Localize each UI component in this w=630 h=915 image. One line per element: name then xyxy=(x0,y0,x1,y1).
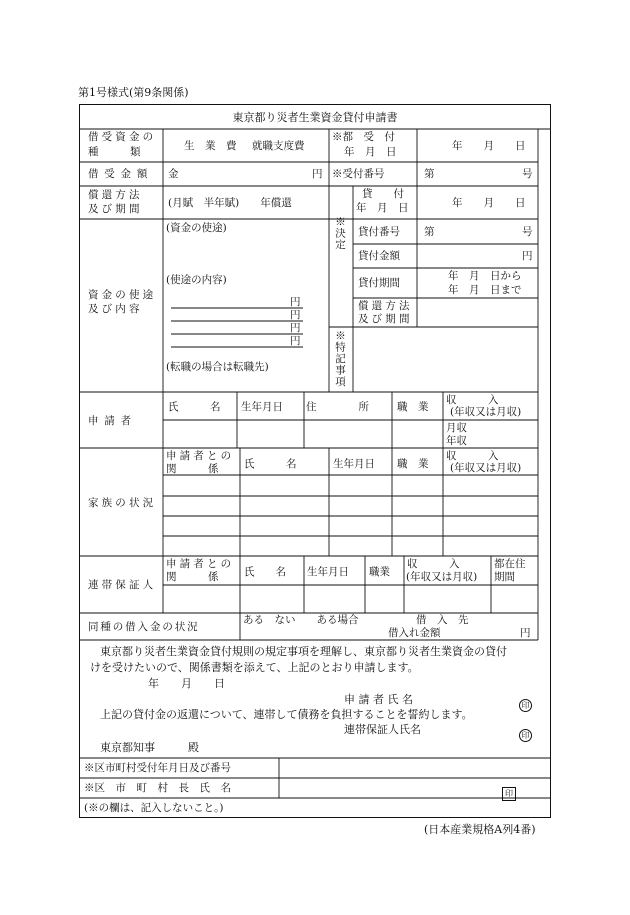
decision-label: ※決定 xyxy=(334,216,346,251)
loan-period-label: 貸付期間 xyxy=(358,277,400,289)
guarantor-relation-header-2: 関 係 xyxy=(166,571,219,583)
office-date-value[interactable]: 年 月 日 xyxy=(452,140,526,152)
applicant-occupation-header: 職 業 xyxy=(397,401,429,413)
usage-unit-2: 円 xyxy=(290,309,301,321)
applicant-label: 申請者 xyxy=(88,415,137,427)
repayment-label-1: 償還方法 xyxy=(88,189,143,201)
ward-seal-icon: 印 xyxy=(502,781,516,801)
guarantor-label: 連帯保証人 xyxy=(88,579,157,591)
receipt-no-suffix: 号 xyxy=(522,168,533,180)
office-date-label-2: 年 月 日 xyxy=(344,146,397,158)
guarantor-birth-header: 生年月日 xyxy=(307,566,349,578)
other-loans-options[interactable]: ある ない ある場合 xyxy=(243,614,359,626)
office-date-label-1: ※都 受 付 xyxy=(332,131,395,143)
applicant-income-header-1: 収 入 xyxy=(446,394,499,406)
applicant-yearly-label: 年収 xyxy=(446,435,467,447)
repayment-label-2: 及び期間 xyxy=(88,203,143,215)
form-title: 東京都り災者生業資金貸付申請書 xyxy=(232,111,398,124)
declaration-text-1: 東京都り災者生業資金貸付規則の規定事項を理解し、東京都り災者生業資金の貸付 xyxy=(100,645,507,658)
guarantor-declaration-text: 上記の貸付金の返還について、連帯して債務を負担することを誓約します。 xyxy=(100,708,473,721)
applicant-name-header: 氏 名 xyxy=(168,401,221,413)
usage-label-2: 及び内容 xyxy=(88,303,143,315)
receipt-no-label: ※受付番号 xyxy=(332,168,385,180)
loan-type-label-1: 借受資金の xyxy=(88,131,157,143)
family-income-header-2: (年収又は月収) xyxy=(450,462,522,474)
guarantor-name-header: 氏 名 xyxy=(244,566,286,578)
loan-amount-label: 貸付金額 xyxy=(358,250,400,262)
decision-repay-label-2: 及び期間 xyxy=(358,313,413,325)
loan-period-to[interactable]: 年 月 日まで xyxy=(448,284,522,296)
applicant-monthly-label: 月収 xyxy=(446,422,467,434)
decision-repay-label-1: 償還方法 xyxy=(358,300,413,312)
repayment-value[interactable]: (月賦 半年賦) 年償還 xyxy=(168,197,292,209)
other-loans-label: 同種の借入金の状況 xyxy=(88,621,200,633)
guarantor-residence-header-1: 都在住 xyxy=(494,558,526,570)
usage-unit-3: 円 xyxy=(290,322,301,334)
other-loans-unit: 円 xyxy=(520,627,531,639)
guarantor-signature-label: 連帯保証人氏名 xyxy=(344,723,421,736)
addressee: 東京都知事 殿 xyxy=(100,741,199,754)
guarantor-residence-header-2: 期間 xyxy=(494,571,515,583)
other-loans-lender-label: 借 入 先 xyxy=(416,614,469,626)
usage-unit-4: 円 xyxy=(290,335,301,347)
declaration-text-2: けを受けたいので、関係書類を添えて、上記のとおり申請します。 xyxy=(90,661,419,674)
family-occupation-header: 職 業 xyxy=(397,458,429,470)
option-livelihood[interactable]: 生 業 費 xyxy=(184,140,237,152)
ward-receipt-label: ※区市町村受付年月日及び番号 xyxy=(84,762,231,774)
receipt-no-prefix: 第 xyxy=(424,168,435,180)
other-loans-amount-label: 借入れ金額 xyxy=(388,627,441,639)
usage-purpose-label: (資金の使途) xyxy=(166,222,227,234)
amount-unit: 円 xyxy=(312,168,323,180)
guarantor-occupation-header: 職業 xyxy=(369,566,390,578)
guarantor-income-header-1: 収 入 xyxy=(407,558,460,570)
guarantor-income-header-2: (年収又は月収) xyxy=(406,571,478,583)
loan-date-label-2: 年 月 日 xyxy=(356,202,409,214)
amount-prefix: 金 xyxy=(168,168,179,180)
usage-details-label: (使途の内容) xyxy=(166,274,227,286)
option-job-prep[interactable]: 就職支度費 xyxy=(252,140,305,152)
family-birth-header: 生年月日 xyxy=(333,458,375,470)
applicant-address-header: 住 所 xyxy=(306,401,369,413)
loan-period-from[interactable]: 年 月 日から xyxy=(448,270,522,282)
loan-amount-unit: 円 xyxy=(522,250,533,262)
loan-no-prefix: 第 xyxy=(424,226,435,238)
ward-note: (※の欄は、記入しないこと。) xyxy=(84,802,224,814)
family-label: 家族の状況 xyxy=(88,497,157,509)
loan-date-label-1: 貸 付 xyxy=(362,188,404,200)
special-notes-label: ※特記事項 xyxy=(334,330,346,388)
applicant-income-header-2: (年収又は月収) xyxy=(450,406,522,418)
family-relation-header-1: 申請者との xyxy=(166,450,235,462)
ward-mayor-label: ※区 市 町 村 長 氏 名 xyxy=(84,782,231,794)
amount-label: 借受金額 xyxy=(88,168,154,180)
applicant-birth-header: 生年月日 xyxy=(241,401,283,413)
loan-no-label: 貸付番号 xyxy=(358,226,400,238)
loan-type-label-2: 種 類 xyxy=(88,146,141,158)
job-change-label: (転職の場合は転職先) xyxy=(166,361,269,373)
usage-label-1: 資金の使途 xyxy=(88,289,157,301)
applicant-seal-icon: 印 xyxy=(519,693,532,712)
paper-size-note: (日本産業規格A列4番) xyxy=(424,823,536,836)
usage-unit-1: 円 xyxy=(290,296,301,308)
guarantor-relation-header-1: 申請者との xyxy=(166,558,235,570)
family-income-header-1: 収 入 xyxy=(446,450,499,462)
declaration-date[interactable]: 年 月 日 xyxy=(148,677,225,690)
loan-no-suffix: 号 xyxy=(522,226,533,238)
guarantor-seal-icon: 印 xyxy=(519,723,532,742)
family-name-header: 氏 名 xyxy=(244,458,297,470)
form-number: 第1号様式(第9条関係) xyxy=(78,86,189,99)
loan-date-value[interactable]: 年 月 日 xyxy=(452,197,526,209)
applicant-signature-label: 申 請 者 氏 名 xyxy=(344,693,413,706)
family-relation-header-2: 関 係 xyxy=(166,463,219,475)
